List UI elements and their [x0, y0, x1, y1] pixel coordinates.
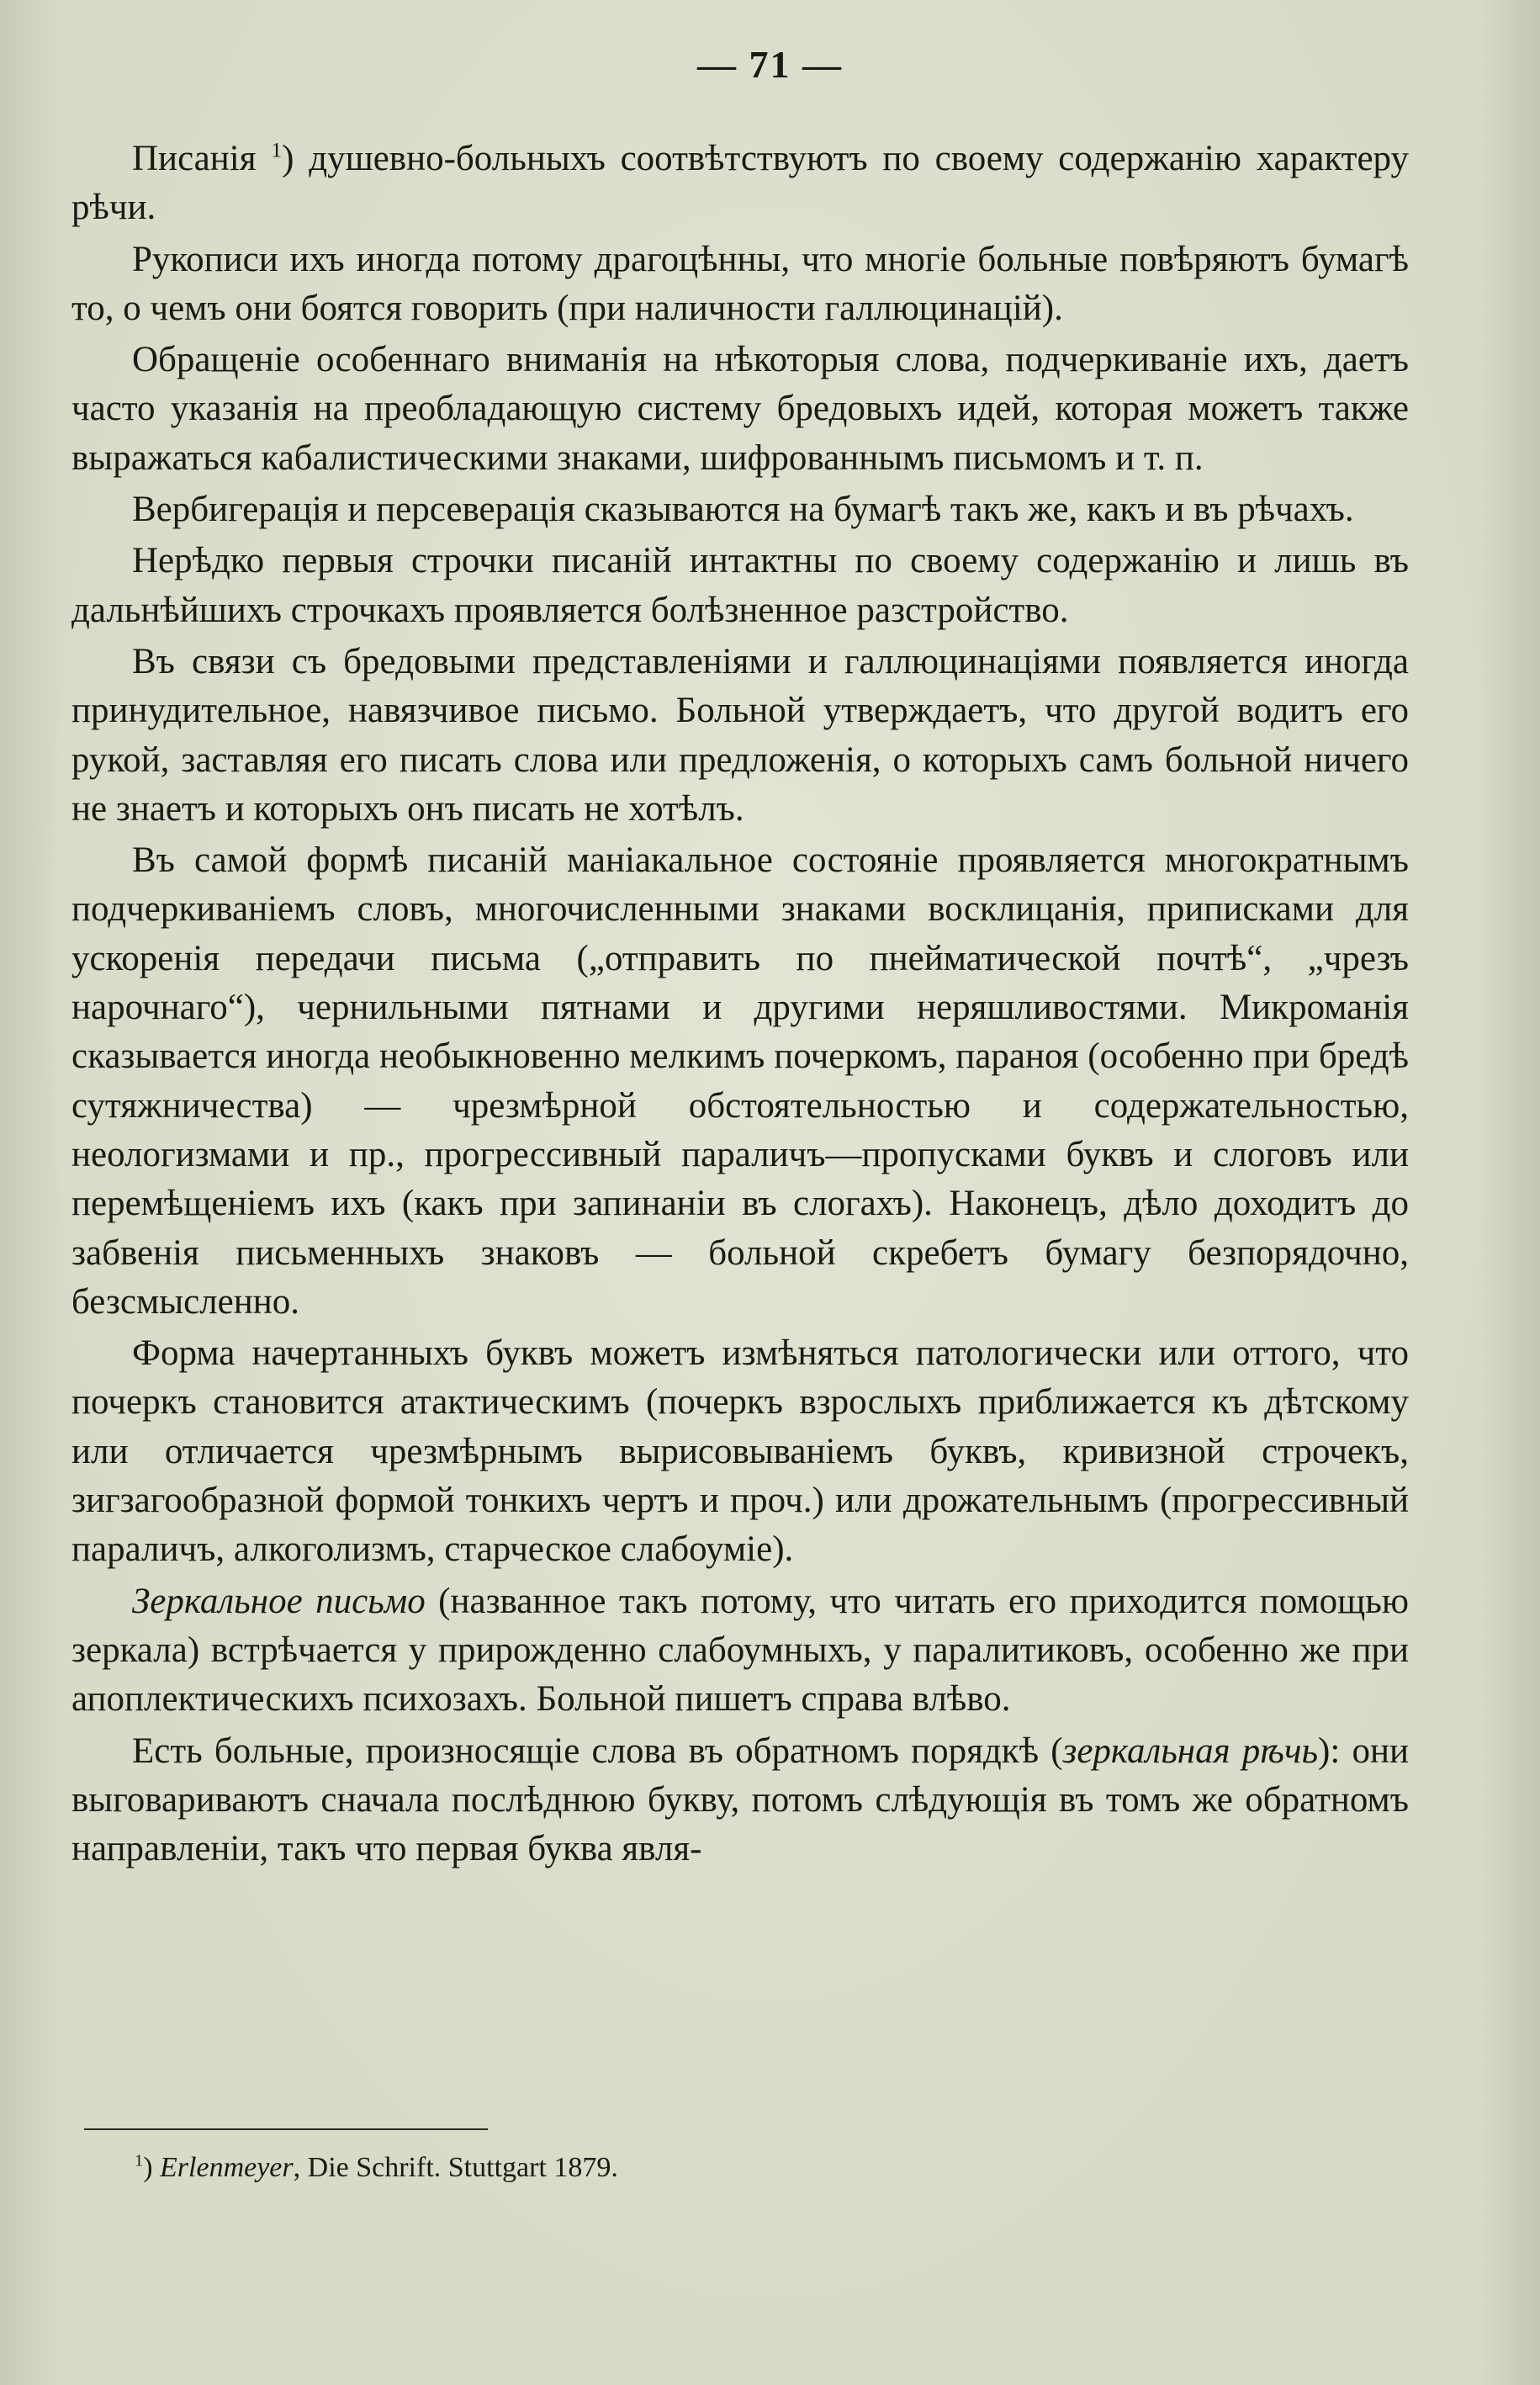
page-number: — 71 — — [697, 43, 843, 86]
paragraph-9 — [71, 1577, 1409, 1725]
paragraph-5: Нерѣдко первыя строчки писаній интактны по своему содержанію и лишь въ дальнѣйшихъ строчкахъ проявляется болѣзненное разстройство. — [71, 541, 1409, 630]
paragraph-1-start: Писанія — [132, 139, 272, 178]
term-mirror-speech: зеркальная рѣчь — [1062, 1730, 1319, 1771]
paragraph-7: Въ самой формѣ писаній маніакальное состояніе проявляется многократнымъ подчеркиваніемъ словъ, многочисленными знаками восклицанія, приписками для ускоренія передачи письма („отправить по пнейматической почтѣ“, „чрезъ нарочнаго“), чернильными пятнами и другими неряшливостями. Микроманія сказывается иногда необыкновенно мелкимъ почеркомъ, параноя (особенно при бредѣ сутяжничества) — чрезмѣрной обстоятельностью и содержательностью, неологизмами и пр., прогрессивный параличъ—пропусками буквъ и слоговъ или перемѣщеніемъ ихъ (какъ при запинаніи въ слогахъ). Наконецъ, дѣло доходитъ до забвенія письменныхъ знаковъ — больной скребетъ бумагу безпорядочно, безсмысленно. — [71, 840, 1409, 1322]
footnote: $^1$) Erlenmeyer, Die Schrift. Stuttgart 1879. — [135, 2151, 618, 2183]
footnote-author: Erlenmeyer — [160, 2152, 294, 2183]
paragraph-3: Обращеніе особеннаго вниманія на нѣкоторыя слова, подчеркиваніе ихъ, даетъ часто указанія на преобладающую систему бредовыхъ идей, которая можетъ также выражаться кабалистическими знаками, шифрованнымъ письмомъ и т. п. — [71, 340, 1409, 478]
footnote-divider — [84, 2128, 488, 2130]
paragraph-10 — [71, 1727, 1409, 1874]
paragraph-6: Въ связи съ бредовыми представленіями и галлюцинаціями появляется иногда принудительное, навязчивое письмо. Больной утверждаетъ, что другой водитъ его рукой, заставляя его писать слова или предложенія, о которыхъ самъ больной ничего не знаетъ и которыхъ онъ писать не хотѣлъ. — [71, 641, 1409, 829]
paragraph-1 — [71, 135, 1409, 233]
footnote-citation: , Die Schrift. Stuttgart 1879. — [293, 2152, 618, 2183]
paragraph-1-rest: ) душевно-больныхъ соотвѣтствуютъ по своему содержанію характеру рѣчи. — [71, 139, 1409, 228]
paragraph-8: Форма начертанныхъ буквъ можетъ измѣняться патологически или оттого, что почеркъ становится атактическимъ (почеркъ взрослыхъ приближается къ дѣтскому или отличается чрезмѣрнымъ вырисовываніемъ буквъ, кривизной строчекъ, зигзагообразной формой тонкихъ чертъ и проч.) или дрожательнымъ (прогрессивный параличъ, алкоголизмъ, старческое слабоуміе). — [71, 1333, 1409, 1570]
paragraph-2: Рукописи ихъ иногда потому драгоцѣнны, что многіе больные повѣряютъ бумагѣ то, о чемъ они боятся говорить (при наличности галлюцинацій). — [71, 239, 1409, 328]
term-mirror-writing: Зеркальное письмо — [132, 1581, 426, 1621]
paragraph-4: Вербигерація и персеверація сказываются на бумагѣ такъ же, какъ и въ рѣчахъ. — [132, 490, 1354, 530]
footnote-reference[interactable]: 1 — [271, 137, 283, 162]
paragraph-10-rest: ): они выговариваютъ сначала послѣднюю букву, потомъ слѣдующія въ томъ же обратномъ направленіи, такъ что первая буква явля- — [71, 1730, 1409, 1869]
footnote-marker: 1 — [135, 2151, 144, 2170]
paragraph-10-start: Есть больные, произносящіе слова въ обратномъ порядкѣ ( — [132, 1730, 1063, 1771]
body-text — [71, 135, 1409, 1876]
paragraph-9-rest: (названное такъ потому, что читать его приходится помощью зеркала) встрѣчается у прирожденно слабоумныхъ, у паралитиковъ, особенно же при апоплектическихъ психозахъ. Больной пишетъ справа влѣво. — [71, 1581, 1409, 1720]
